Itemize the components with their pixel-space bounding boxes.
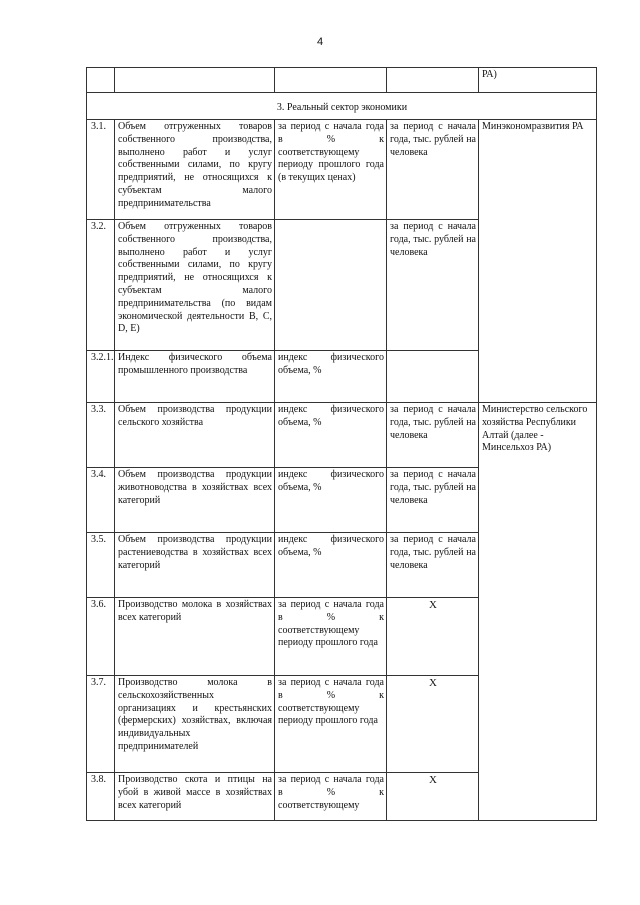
org-cell: РА) [479,68,597,93]
row-number: 3.6. [87,598,115,676]
unit1-cell [275,68,387,93]
unit-change: индекс физического объема, % [275,351,387,403]
indicator-name: Производство молока в сельскохозяйственных организациях и крестьянских (фермерских) хозяйствах, включая индивидуальных предпринимателей [115,676,275,773]
row-number: 3.3. [87,403,115,468]
table-row-continuation [87,68,597,93]
unit-value: за период с начала года, тыс. рублей на человека [387,533,479,598]
indicator-name: Объем отгруженных товаров собственного производства, выполнено работ и услуг собственными силами, по кругу предприятий, не относящихся к субъектам малого предпринимательства [115,120,275,220]
unit-change: индекс физического объема, % [275,403,387,468]
indicator-name: Объем производства продукции растениеводства в хозяйствах всех категорий [115,533,275,598]
unit-value-x [387,598,479,676]
row-number: 3.1. [87,120,115,220]
unit-change [275,220,387,351]
row-number: 3.2.1. [87,351,115,403]
indicator-name: Индекс физического объема промышленного производства [115,351,275,403]
unit-change: за период с начала года в % к соответствующему периоду прошлого года [275,598,387,676]
indicators-table [86,67,597,821]
num-cell [87,68,115,93]
row-number: 3.2. [87,220,115,351]
page-number: 4 [316,36,324,48]
unit2-cell [387,68,479,93]
unit-value: за период с начала года, тыс. рублей на человека [387,220,479,351]
unit-value-x [387,773,479,821]
section-title: 3. Реальный сектор экономики [87,93,597,120]
row-number: 3.7. [87,676,115,773]
responsible-org: Минэкономразвития РА [479,120,597,403]
unit-change: за период с начала года в % к соответствующему периоду прошлого года (в текущих ценах) [275,120,387,220]
unit-value-x [387,676,479,773]
unit-value: за период с начала года, тыс. рублей на человека [387,120,479,220]
name-cell [115,68,275,93]
indicator-name: Производство молока в хозяйствах всех категорий [115,598,275,676]
x-mark: Х [429,599,437,611]
indicator-name: Производство скота и птицы на убой в живой массе в хозяйствах всех категорий [115,773,275,821]
unit-change: индекс физического объема, % [275,533,387,598]
unit-value: за период с начала года, тыс. рублей на человека [387,403,479,468]
row-number: 3.4. [87,468,115,533]
responsible-org: Министерство сельского хозяйства Республики Алтай (далее - Минсельхоз РА) [479,403,597,821]
unit-change: за период с начала года в % к соответствующему периоду прошлого года [275,676,387,773]
table-row [87,120,597,220]
unit-change: индекс физического объема, % [275,468,387,533]
unit-change: за период с начала года в % к соответствующему [275,773,387,821]
section-header-row [87,93,597,120]
indicator-name: Объем отгруженных товаров собственного производства, выполнено работ и услуг собственными силами, по кругу предприятий, не относящихся к субъектам малого предпринимательства (по видам экономической деятельности B, C, D, E) [115,220,275,351]
row-number: 3.8. [87,773,115,821]
unit-value: за период с начала года, тыс. рублей на человека [387,468,479,533]
indicator-name: Объем производства продукции животноводства в хозяйствах всех категорий [115,468,275,533]
unit-value [387,351,479,403]
indicator-name: Объем производства продукции сельского хозяйства [115,403,275,468]
x-mark: Х [429,774,437,786]
table-row [87,403,597,468]
x-mark: Х [429,677,437,689]
row-number: 3.5. [87,533,115,598]
